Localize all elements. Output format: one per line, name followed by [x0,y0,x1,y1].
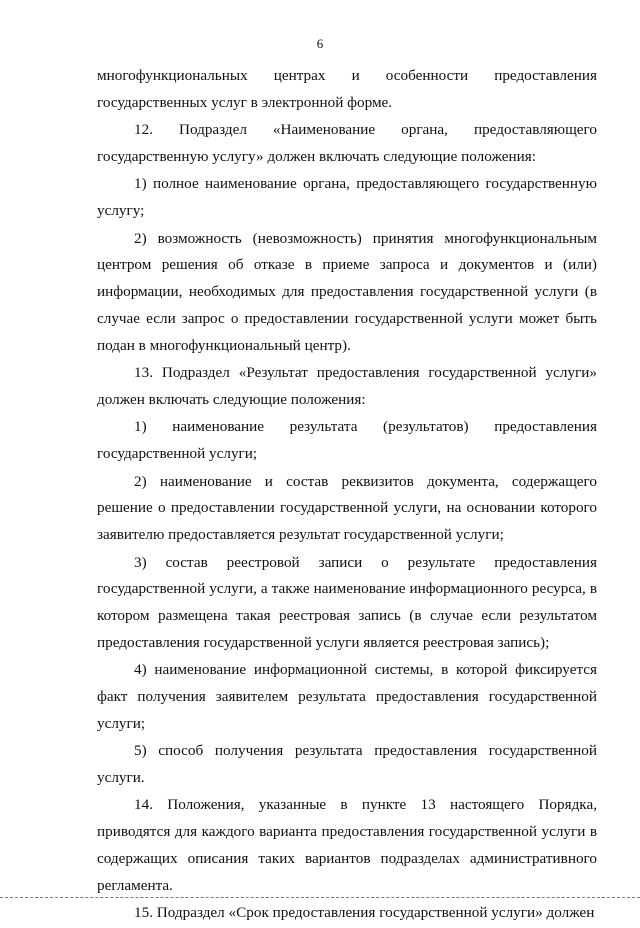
paragraph-continuation: многофункциональных центрах и особенности предоставления государственных услуг в электронной форме. [97,67,597,111]
page-number: 6 [316,36,324,51]
document-body [97,63,597,928]
paragraph-section-15: 15. Подраздел «Срок предоставления государственной услуги» должен [134,904,595,922]
paragraph-item-13-5: 5) способ получения результата предоставления государственной услуги. [97,742,597,787]
paragraph-item-13-4: 4) наименование информационной системы, в которой фиксируется факт получения заявителем результата предоставления государственной услуги; [97,661,597,732]
paragraph-item-13-2: 2) наименование и состав реквизитов документа, содержащего решение о предоставлении государственной услуги, на основании которого заявителю предоставляется результат государственной услуги; [97,472,597,544]
paragraph-item-12-2: 2) возможность (невозможность) принятия многофункциональным центром решения об отказе в приеме запроса и документов и (или) информации, необходимых для предоставления государственной услуги (в случае если запрос о предоставлении государственной услуги может быть подан в многофункциональный центр). [97,229,597,354]
paragraph-item-12-1: 1) полное наименование органа, предоставляющего государственную услугу; [97,175,597,220]
paragraph-item-13-3: 3) состав реестровой записи о результате предоставления государственной услуги, а также наименование информационного ресурса, в котором размещена такая реестровая запись (в случае если результатом предоставления государственной услуги является реестровая запись); [97,553,597,651]
paragraph-section-12: 12. Подраздел «Наименование органа, предоставляющего государственную услугу» должен включать следующие положения: [97,121,597,165]
paragraph-section-13: 13. Подраздел «Результат предоставления государственной услуги» должен включать следующие положения: [97,364,597,408]
paragraph-item-13-1: 1) наименование результата (результатов) предоставления государственной услуги; [97,418,597,463]
page-bottom-edge [0,897,640,898]
paragraph-section-14: 14. Положения, указанные в пункте 13 настоящего Порядка, приводятся для каждого варианта предоставления государственной услуги в содержащих описания таких вариантов подразделах административного регламента. [97,796,597,894]
